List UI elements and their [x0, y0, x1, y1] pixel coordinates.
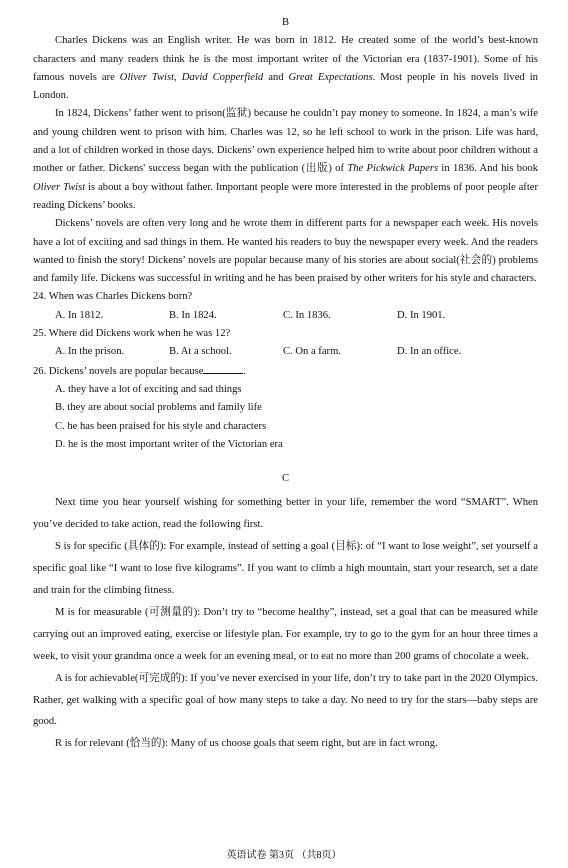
passage-c [33, 492, 538, 755]
passage-c-paragraph-1: Next time you hear yourself wishing for something better in your life, remember the word “SMART”. When you’ve decided to take action, read the following first. [33, 497, 538, 531]
section-b-label: B [281, 17, 290, 28]
question-stem-end: . [243, 365, 247, 377]
section-c-label: C [281, 473, 290, 485]
option-b: B. In 1824. [169, 309, 217, 321]
option-d: D. In an office. [397, 346, 462, 358]
section-gap [33, 454, 538, 470]
question-options [33, 343, 538, 361]
question-stem: 25. Where did Dickens work when he was 12? [33, 328, 231, 340]
option-a: A. In 1812. [55, 309, 104, 321]
option-c: C. In 1836. [283, 309, 331, 321]
text-run: In 1824, Dickens’ father went to prison(监狱) because he couldn’t pay money to someone. In 1824, a man’s wife and young children went to prison with him. Charles was 12, so he left school to work in the prison. Life was hard, and a lot of children worked in those days. Dickens’ own experience helped him to write about poor children without a mother or father. Dickens' success began with the publication (出版) of [33, 108, 538, 175]
passage-c-paragraph-3: M is for measurable (可测量的): Don’t try to “become healthy”, instead, set a goal that can be measured while carrying out an improved eating, exercise or lifestyle plan. For example, try to go to the gym for an hour three times a week, to visit your grandma once a week for an evening meal, or to eat no more than 200 grams of chocolate a week. [33, 606, 538, 662]
option-a: A. In the prison. [55, 346, 125, 358]
text-run: and [263, 71, 289, 83]
question-stem: 24. When was Charles Dickens born? [33, 291, 193, 303]
text-run: in 1836. And his book [438, 163, 538, 175]
question-stem [33, 362, 538, 381]
option-d: D. he is the most important writer of the Victorian era [55, 438, 283, 450]
answer-blank [203, 362, 243, 374]
book-title: The Pickwick Papers [347, 163, 439, 175]
option-c: C. On a farm. [283, 346, 341, 358]
question-24 [33, 288, 538, 325]
option-b: B. they are about social problems and family life [55, 402, 262, 414]
question-25 [33, 325, 538, 362]
book-title: Oliver Twist [33, 181, 86, 193]
passage-c-paragraph-5: R is for relevant (恰当的): Many of us choose goals that seem right, but are in fact wrong. [55, 738, 438, 750]
question-26 [33, 362, 538, 454]
text-run: is about a boy without father. Important people were more interested in the problems of poor people after reading Dickens’ books. [33, 181, 538, 211]
book-title: Great Expectations [288, 71, 373, 83]
passage-c-paragraph-2: S is for specific (具体的): For example, instead of setting a goal (目标): of “I want to lose weight”, set yourself a specific goal like “I want to lose five kilograms”. If you want to climb a high mountain, start your research, set a date and train for the climbing fitness. [33, 541, 538, 597]
passage-c-paragraph-4: A is for achievable(可完成的): If you’ve never exercised in your life, don’t try to take part in the 2020 Olympics. Rather, get walking with a specific goal of how many steps to take a day. No need to try for the stars—baby steps are good. [33, 672, 538, 728]
passage-b-paragraph-1 [33, 32, 538, 105]
passage-b-paragraph-3: Dickens’ novels are often very long and he wrote them in different parts for a newspaper each week. His novels have a lot of exciting and sad things in them. He wanted his readers to buy the newspaper every week. And the readers wanted to finish the story! Dickens’ novels are popular because many of his stories are about social(社会的) problems and family life. Dickens was successful in writing and he has been praised by other writers for his style and characters. [33, 218, 538, 285]
question-options [33, 307, 538, 325]
option-d: D. In 1901. [397, 309, 446, 321]
passage-b-paragraph-2 [33, 105, 538, 215]
option-b: B. At a school. [169, 346, 232, 358]
text-run: Charles Dickens was an English writer. He was born in 1812. He created some of the world’s best-known characters and many readers think he is the most important writer of the Victorian era (1837-1901). Some of his famous novels are [33, 35, 538, 83]
book-title: Oliver Twist, David Copperfield [119, 71, 264, 83]
option-c: C. he has been praised for his style and characters [55, 420, 267, 432]
text-run: . Most people in his novels lived in London. [33, 71, 538, 102]
question-stem-text: 26. Dickens’ novels are popular because [33, 365, 204, 377]
page-footer: 英语试卷 第3页 （共8页） [226, 850, 342, 861]
option-a: A. they have a lot of exciting and sad things [55, 383, 242, 395]
